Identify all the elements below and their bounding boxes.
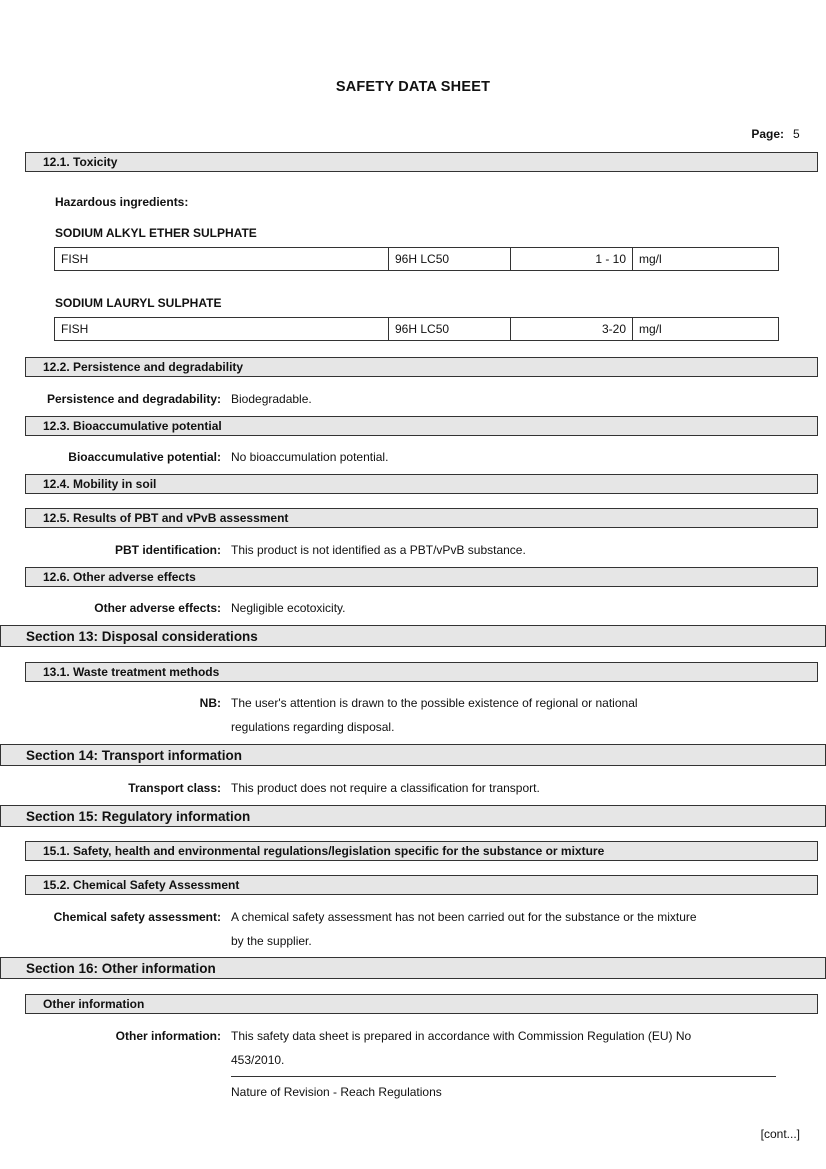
test-cell: 96H LC50	[389, 248, 511, 271]
value-cell: 1 - 10	[511, 248, 633, 271]
subsection-title: 12.1. Toxicity	[43, 155, 118, 169]
field-label: Other information:	[115, 1029, 221, 1043]
section-bar-14: Section 14: Transport information	[0, 744, 826, 766]
subsection-bar-13-1	[25, 662, 818, 682]
field-label: Bioaccumulative potential:	[68, 450, 221, 464]
value-cell: 3-20	[511, 318, 633, 341]
field-value: This product is not identified as a PBT/vPvB substance.	[231, 543, 526, 557]
subsection-bar-12-4	[25, 474, 818, 494]
field-label: Chemical safety assessment:	[53, 910, 221, 924]
subsection-bar-15-2	[25, 875, 818, 895]
subsection-title: 12.6. Other adverse effects	[43, 570, 196, 584]
subsection-bar-12-6	[25, 567, 818, 587]
field-value-continued: 453/2010.	[231, 1053, 285, 1067]
field-label: PBT identification:	[115, 543, 221, 557]
field-label: Persistence and degradability:	[46, 392, 221, 406]
field-value: This safety data sheet is prepared in accordance with Commission Regulation (EU) No	[231, 1029, 692, 1043]
table-row	[55, 248, 779, 271]
continued-marker: [cont...]	[760, 1127, 800, 1141]
unit-cell: mg/l	[633, 318, 779, 341]
subsection-bar-12-1	[25, 152, 818, 172]
species-cell: FISH	[55, 318, 389, 341]
field-label: Transport class:	[128, 781, 221, 795]
field-value: No bioaccumulation potential.	[231, 450, 389, 464]
species-cell: FISH	[55, 248, 389, 271]
toxicity-table	[54, 247, 779, 271]
field-label: NB:	[199, 696, 221, 710]
field-value: Negligible ecotoxicity.	[231, 601, 346, 615]
hazardous-ingredients-heading: Hazardous ingredients:	[55, 195, 189, 209]
field-value: This product does not require a classification for transport.	[231, 781, 540, 795]
subsection-title: 13.1. Waste treatment methods	[43, 665, 220, 679]
field-value-continued: by the supplier.	[231, 934, 312, 948]
subsection-title: 15.1. Safety, health and environmental regulations/legislation specific for the substance or mixture	[43, 844, 605, 858]
ingredient-name: SODIUM LAURYL SULPHATE	[55, 296, 222, 310]
field-label: Other adverse effects:	[94, 601, 221, 615]
subsection-title: Other information	[43, 997, 145, 1011]
page-number: 5	[793, 127, 800, 141]
field-value: The user's attention is drawn to the possible existence of regional or national	[231, 696, 638, 710]
subsection-title: 12.4. Mobility in soil	[43, 477, 157, 491]
subsection-bar-16	[25, 994, 818, 1014]
subsection-bar-15-1	[25, 841, 818, 861]
divider	[231, 1076, 776, 1077]
section-bar-16: Section 16: Other information	[0, 957, 826, 979]
revision-note: Nature of Revision - Reach Regulations	[231, 1085, 442, 1099]
ingredient-name: SODIUM ALKYL ETHER SULPHATE	[55, 226, 257, 240]
toxicity-table	[54, 317, 779, 341]
test-cell: 96H LC50	[389, 318, 511, 341]
document-title: SAFETY DATA SHEET	[335, 79, 491, 95]
subsection-bar-12-3	[25, 416, 818, 436]
subsection-title: 12.5. Results of PBT and vPvB assessment	[43, 511, 289, 525]
subsection-title: 15.2. Chemical Safety Assessment	[43, 878, 240, 892]
table-row	[55, 318, 779, 341]
subsection-bar-12-5	[25, 508, 818, 528]
page-label: Page:	[751, 127, 784, 141]
field-value: A chemical safety assessment has not been carried out for the substance or the mixture	[231, 910, 697, 924]
section-bar-13: Section 13: Disposal considerations	[0, 625, 826, 647]
section-bar-15: Section 15: Regulatory information	[0, 805, 826, 827]
subsection-title: 12.2. Persistence and degradability	[43, 360, 244, 374]
subsection-title: 12.3. Bioaccumulative potential	[43, 419, 222, 433]
subsection-bar-12-2	[25, 357, 818, 377]
field-value-continued: regulations regarding disposal.	[231, 720, 395, 734]
unit-cell: mg/l	[633, 248, 779, 271]
field-value: Biodegradable.	[231, 392, 312, 406]
